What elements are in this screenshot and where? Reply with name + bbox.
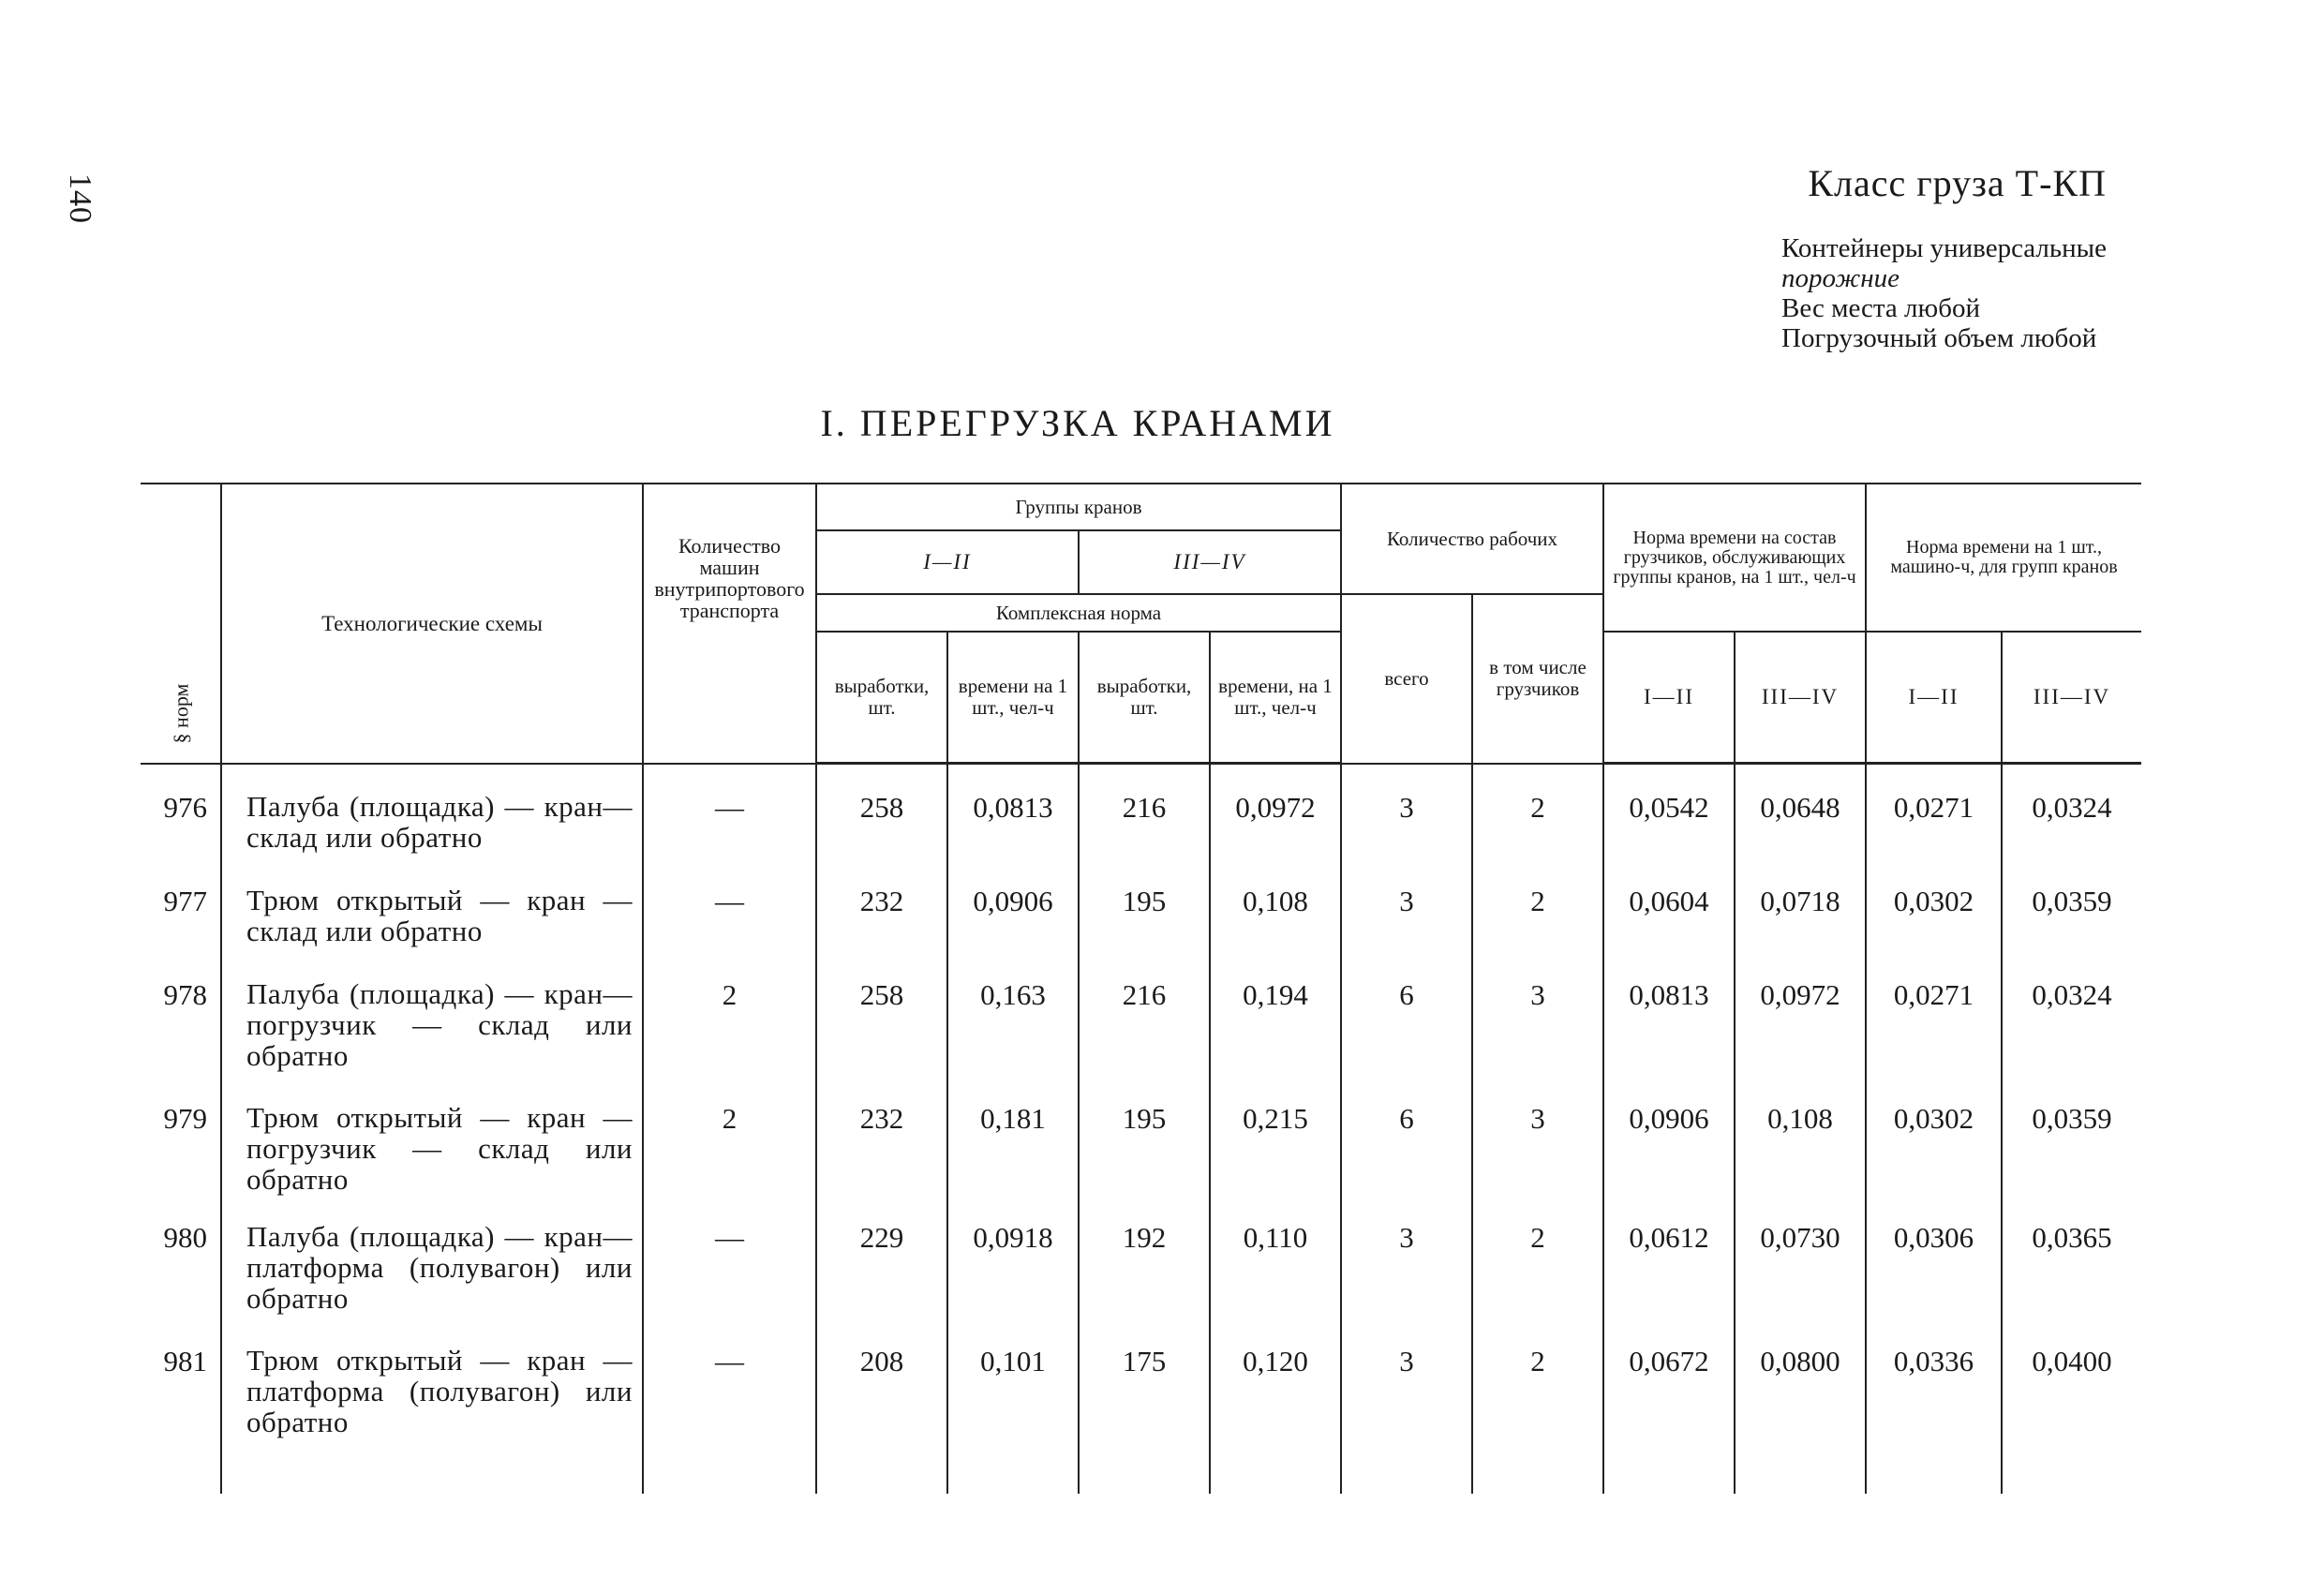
header-output-2: выработки, шт. (1079, 632, 1210, 764)
time-1-2: 0,163 (947, 952, 1079, 1076)
cargo-class-title: Класс груза Т-КП (1808, 162, 2107, 204)
time-1-2: 0,0918 (947, 1195, 1079, 1318)
workers-loaders: 2 (1472, 1195, 1603, 1318)
table-row (141, 1318, 2141, 1442)
workers-total: 3 (1341, 1318, 1472, 1442)
loaders-norm-1-2: 0,0612 (1603, 1195, 1735, 1318)
header-workers: Количество рабочих (1341, 484, 1603, 594)
workers-loaders: 3 (1472, 1076, 1603, 1195)
machine-norm-1-2: 0,0302 (1866, 858, 2002, 952)
scheme-text: Палуба (площадка) — кран— погрузчик — склад или обратно (221, 952, 643, 1076)
output-3-4: 195 (1079, 858, 1210, 952)
table-row (141, 764, 2141, 859)
machine-norm-1-2: 0,0271 (1866, 952, 2002, 1076)
output-3-4: 195 (1079, 1076, 1210, 1195)
header-machine-1-2: I—II (1866, 632, 2002, 764)
machines-count: — (643, 1318, 816, 1442)
output-1-2: 258 (816, 764, 947, 859)
output-3-4: 216 (1079, 952, 1210, 1076)
workers-total: 3 (1341, 1195, 1472, 1318)
norm-number: 976 (141, 764, 221, 859)
workers-total: 6 (1341, 952, 1472, 1076)
loaders-norm-1-2: 0,0906 (1603, 1076, 1735, 1195)
workers-total: 3 (1341, 764, 1472, 859)
table-row (141, 1195, 2141, 1318)
machines-count: 2 (643, 1076, 816, 1195)
header-machine-3-4: III—IV (2002, 632, 2141, 764)
machine-norm-1-2: 0,0336 (1866, 1318, 2002, 1442)
scheme-text: Трюм открытый — кран — погрузчик — склад или обратно (221, 1076, 643, 1195)
machine-norm-1-2: 0,0306 (1866, 1195, 2002, 1318)
machine-norm-3-4: 0,0365 (2002, 1195, 2141, 1318)
cargo-description-line: порожние (1781, 263, 1900, 293)
loaders-norm-1-2: 0,0604 (1603, 858, 1735, 952)
output-3-4: 192 (1079, 1195, 1210, 1318)
loaders-norm-1-2: 0,0813 (1603, 952, 1735, 1076)
time-1-2: 0,181 (947, 1076, 1079, 1195)
cargo-description-line: Погрузочный объем любой (1781, 323, 2097, 353)
machines-count: — (643, 1195, 816, 1318)
machine-norm-3-4: 0,0324 (2002, 952, 2141, 1076)
scheme-text: Трюм открытый — кран — склад или обратно (221, 858, 643, 952)
output-1-2: 208 (816, 1318, 947, 1442)
header-machines: Количество машин внутрипортового транспорта (643, 484, 816, 764)
header-loaders-3-4: III—IV (1735, 632, 1866, 764)
header-workers-loaders: в том числе грузчиков (1472, 594, 1603, 764)
time-3-4: 0,110 (1210, 1195, 1341, 1318)
output-3-4: 175 (1079, 1318, 1210, 1442)
time-3-4: 0,215 (1210, 1076, 1341, 1195)
norm-number: 979 (141, 1076, 221, 1195)
header-complex-norm: Комплексная норма (816, 594, 1341, 632)
output-3-4: 216 (1079, 764, 1210, 859)
scheme-text: Палуба (площадка) — кран— склад или обратно (221, 764, 643, 859)
loaders-norm-3-4: 0,0800 (1735, 1318, 1866, 1442)
workers-total: 6 (1341, 1076, 1472, 1195)
loaders-norm-3-4: 0,0730 (1735, 1195, 1866, 1318)
header-time-1: времени на 1 шт., чел-ч (947, 632, 1079, 764)
loaders-norm-3-4: 0,0648 (1735, 764, 1866, 859)
workers-loaders: 2 (1472, 1318, 1603, 1442)
output-1-2: 258 (816, 952, 947, 1076)
norm-number: 980 (141, 1195, 221, 1318)
machine-norm-3-4: 0,0359 (2002, 858, 2141, 952)
norm-number: 977 (141, 858, 221, 952)
workers-loaders: 2 (1472, 858, 1603, 952)
output-1-2: 229 (816, 1195, 947, 1318)
header-schemes: Технологические схемы (221, 484, 643, 764)
machine-norm-3-4: 0,0324 (2002, 764, 2141, 859)
header-machine-norm: Норма времени на 1 шт., машино-ч, для групп кранов (1866, 484, 2141, 632)
page-number: 140 (63, 173, 97, 224)
machines-count: — (643, 858, 816, 952)
scheme-text: Палуба (площадка) — кран— платформа (полувагон) или обратно (221, 1195, 643, 1318)
header-workers-total: всего (1341, 594, 1472, 764)
time-3-4: 0,120 (1210, 1318, 1341, 1442)
cargo-description-line: Контейнеры универсальные (1781, 233, 2107, 263)
time-3-4: 0,194 (1210, 952, 1341, 1076)
table-spacer-row (141, 1442, 2141, 1494)
header-output-1: выработки, шт. (816, 632, 947, 764)
header-loaders-1-2: I—II (1603, 632, 1735, 764)
header-group-3-4: III—IV (1079, 530, 1341, 594)
cargo-header (1781, 161, 2107, 353)
loaders-norm-3-4: 0,0718 (1735, 858, 1866, 952)
machines-count: 2 (643, 952, 816, 1076)
loaders-norm-1-2: 0,0542 (1603, 764, 1735, 859)
time-3-4: 0,108 (1210, 858, 1341, 952)
time-1-2: 0,0813 (947, 764, 1079, 859)
time-3-4: 0,0972 (1210, 764, 1341, 859)
time-1-2: 0,101 (947, 1318, 1079, 1442)
time-1-2: 0,0906 (947, 858, 1079, 952)
norms-table (141, 483, 2141, 1494)
section-title: I. ПЕРЕГРУЗКА КРАНАМИ (820, 402, 1335, 444)
norm-number: 981 (141, 1318, 221, 1442)
loaders-norm-1-2: 0,0672 (1603, 1318, 1735, 1442)
machine-norm-3-4: 0,0400 (2002, 1318, 2141, 1442)
cargo-description-line: Вес места любой (1781, 293, 1980, 323)
machine-norm-3-4: 0,0359 (2002, 1076, 2141, 1195)
workers-total: 3 (1341, 858, 1472, 952)
workers-loaders: 2 (1472, 764, 1603, 859)
scheme-text: Трюм открытый — кран — платформа (полувагон) или обратно (221, 1318, 643, 1442)
header-norm-no: § норм (141, 484, 221, 764)
machines-count: — (643, 764, 816, 859)
loaders-norm-3-4: 0,0972 (1735, 952, 1866, 1076)
machine-norm-1-2: 0,0302 (1866, 1076, 2002, 1195)
output-1-2: 232 (816, 858, 947, 952)
header-loaders-norm: Норма времени на состав грузчиков, обслуживающих группы кранов, на 1 шт., чел-ч (1603, 484, 1866, 632)
table-row (141, 952, 2141, 1076)
norm-number: 978 (141, 952, 221, 1076)
header-crane-groups: Группы кранов (816, 484, 1341, 530)
loaders-norm-3-4: 0,108 (1735, 1076, 1866, 1195)
machine-norm-1-2: 0,0271 (1866, 764, 2002, 859)
table-row (141, 1076, 2141, 1195)
output-1-2: 232 (816, 1076, 947, 1195)
header-group-1-2: I—II (816, 530, 1079, 594)
header-time-2: времени, на 1 шт., чел-ч (1210, 632, 1341, 764)
workers-loaders: 3 (1472, 952, 1603, 1076)
table-row (141, 858, 2141, 952)
